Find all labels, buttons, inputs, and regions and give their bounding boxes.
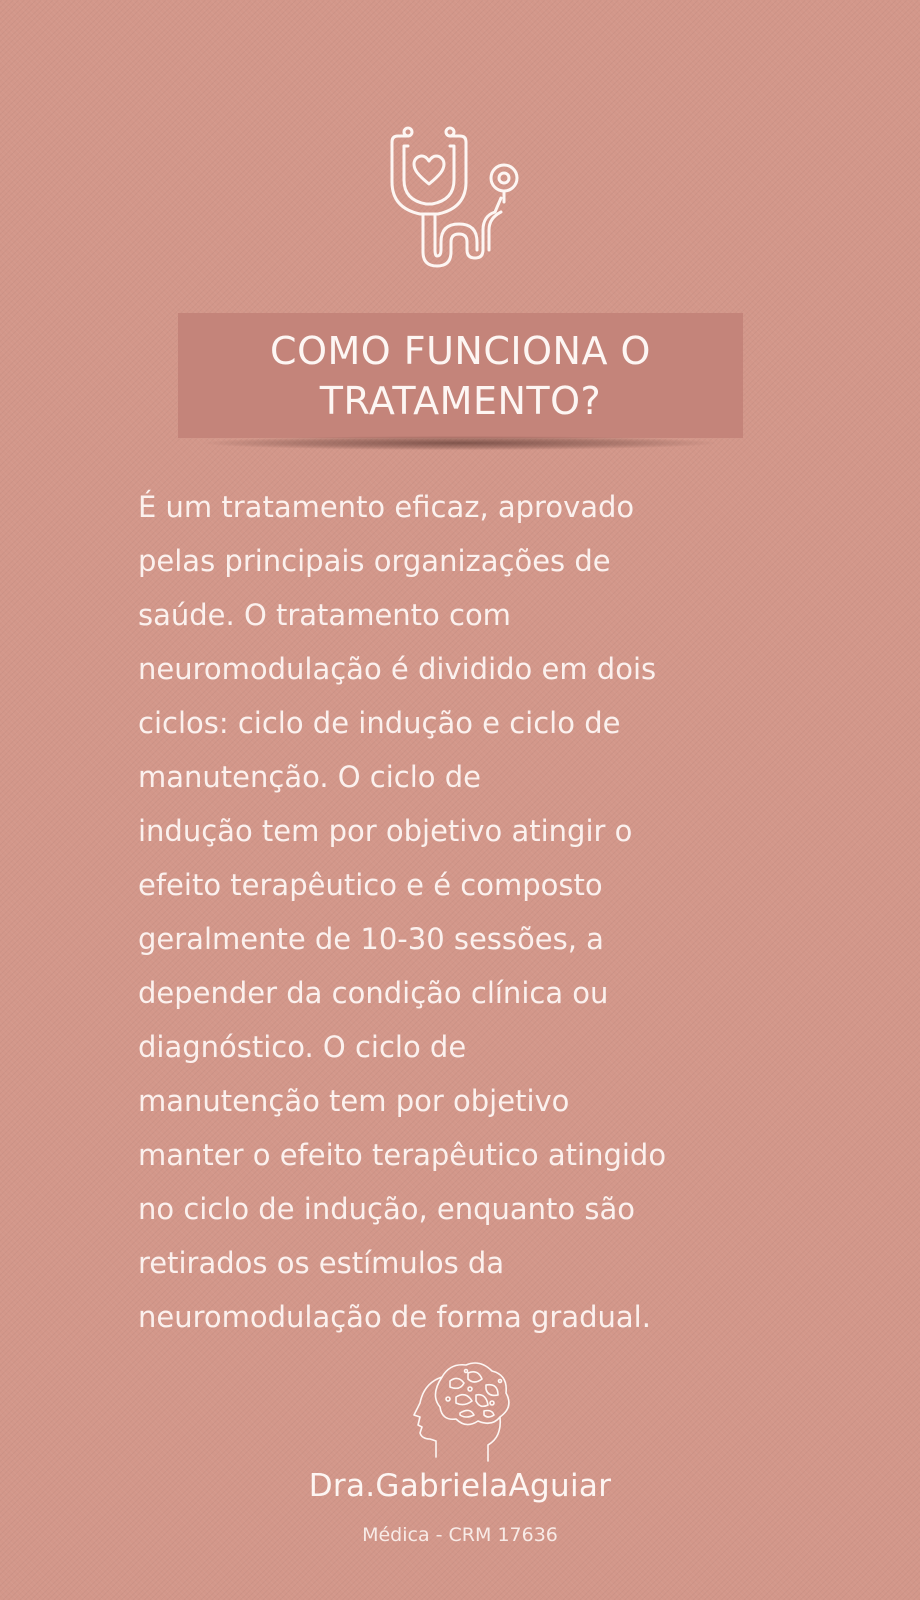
body-line-4: neuromodulação é dividido em dois — [138, 652, 657, 686]
brand-subtitle: Médica - CRM 17636 — [362, 1524, 558, 1546]
brain-profile-logo-icon — [400, 1357, 520, 1467]
body-paragraph — [138, 480, 798, 1344]
body-line-9: geralmente de 10-30 sessões, a — [138, 922, 604, 956]
title-line-2: TRATAMENTO? — [319, 378, 602, 423]
body-line-14: no ciclo de indução, enquanto são — [138, 1192, 636, 1226]
body-line-2: pelas principais organizações de — [138, 544, 611, 578]
title-line-1: COMO FUNCIONA O — [270, 328, 651, 373]
body-line-13: manter o efeito terapêutico atingido — [138, 1138, 667, 1172]
stethoscope-heart-icon — [390, 120, 530, 280]
body-line-6: manutenção. O ciclo de — [138, 760, 482, 794]
body-line-8: efeito terapêutico e é composto — [138, 868, 603, 902]
body-line-5: ciclos: ciclo de indução e ciclo de — [138, 706, 621, 740]
title-box-shadow — [205, 436, 715, 450]
body-line-12: manutenção tem por objetivo — [138, 1084, 570, 1118]
brand-name: Dra.GabrielaAguiar — [308, 1468, 612, 1504]
body-line-1: É um tratamento eficaz, aprovado — [138, 490, 635, 524]
body-line-15: retirados os estímulos da — [138, 1246, 505, 1280]
body-line-3: saúde. O tratamento com — [138, 598, 511, 632]
body-line-7: indução tem por objetivo atingir o — [138, 814, 633, 848]
body-line-16: neuromodulação de forma gradual. — [138, 1300, 651, 1334]
title-box — [178, 313, 743, 438]
body-line-11: diagnóstico. O ciclo de — [138, 1030, 467, 1064]
body-line-10: depender da condição clínica ou — [138, 976, 609, 1010]
